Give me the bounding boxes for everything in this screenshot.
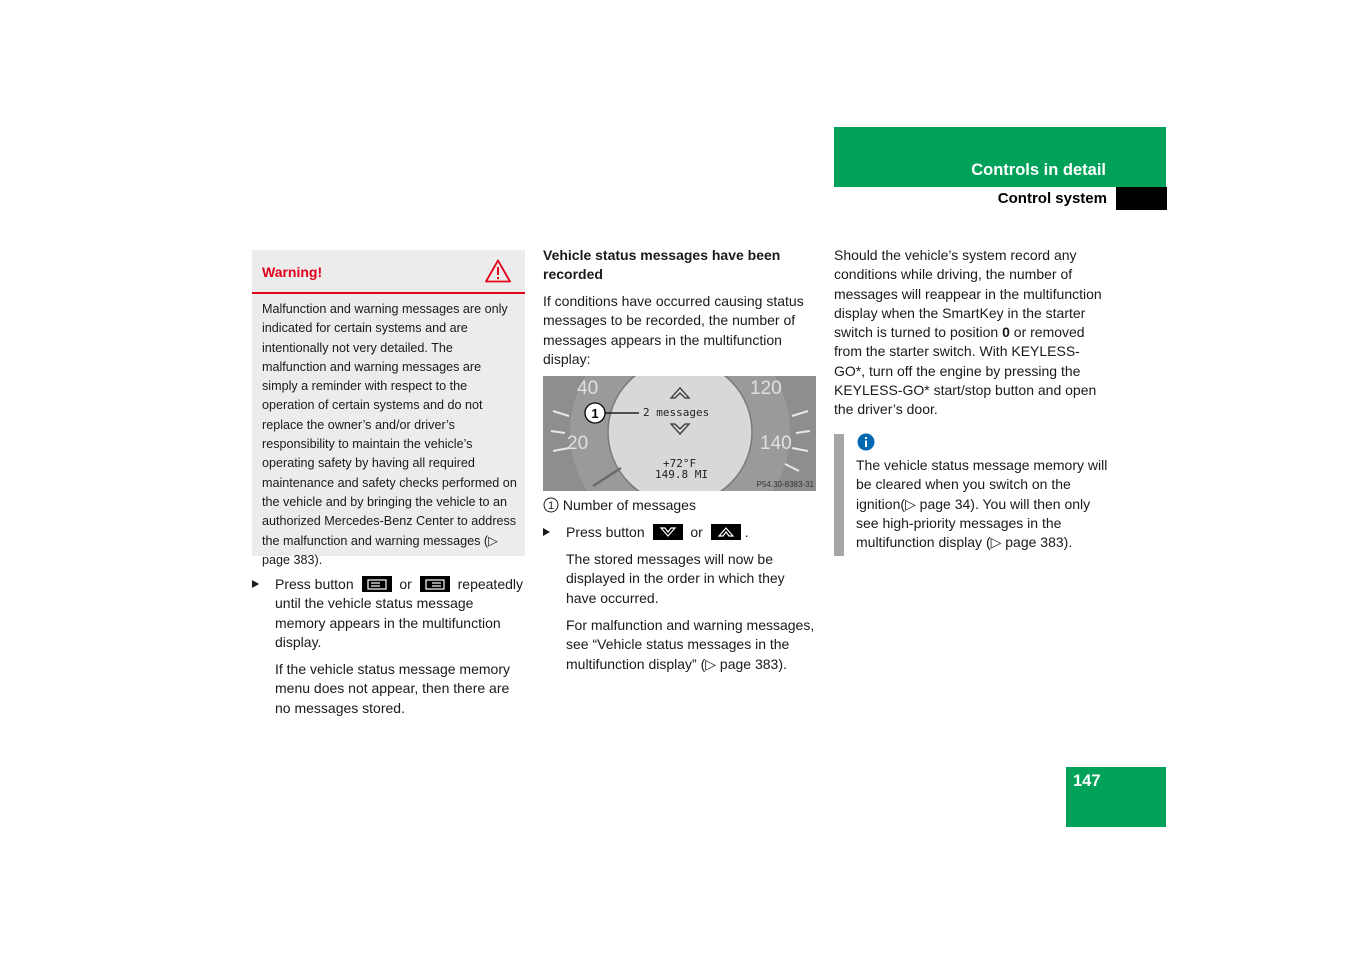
col1-note: If the vehicle status message memory menu does not appear, then there are no messages stored.	[275, 661, 510, 716]
col3-para-a: Should the vehicle’s system record any conditions while driving, the number of messages will reappear in the multifunction display when the SmartKey in the starter switch is turned to position	[834, 247, 1102, 341]
callout-number: 1	[591, 406, 599, 421]
step-end: .	[744, 524, 749, 540]
dial-20: 20	[567, 433, 589, 454]
col2-intro: If conditions have occurred causing status messages to be recorded, the number of messages appears in the multifunction display:	[543, 293, 804, 367]
bullet-arrow-icon	[543, 528, 550, 536]
col2-note1: The stored messages will now be displayed in the order in which they have occurred.	[566, 551, 785, 606]
info-bar	[834, 434, 844, 556]
menu-forward-button-icon	[420, 576, 450, 592]
warning-box	[252, 250, 525, 567]
bullet-arrow-icon	[252, 580, 259, 588]
multifunction-display-figure	[543, 376, 816, 491]
menu-back-button-icon	[362, 576, 392, 592]
figure-code: P54.30-8383-31	[756, 480, 814, 489]
col2-note2: For malfunction and warning messages, see “Vehicle status messages in the multifunction display” (▷ page 383).	[566, 617, 815, 672]
header-band	[834, 127, 1166, 187]
odometer-text: 149.8 MI	[655, 468, 708, 481]
warning-triangle-icon	[485, 259, 511, 283]
dial-120: 120	[750, 378, 782, 399]
step-text: Press button	[275, 576, 354, 592]
warning-text: Malfunction and warning messages are only indicated for certain systems and are intentionally not very detailed. The malfunction and warning messages are simply a reminder with respect to the operation of certain systems and do not replace the owner’s and/or driver’s responsibility to maintain the vehicle’s operating safety by having all required maintenance and safety checks performed on the vehicle and by bringing the vehicle to an authorized Mercedes-Benz Center to address the malfunction and warning messages (▷ page 383).	[262, 302, 517, 567]
step-text-rest: repeatedly until the vehicle status message memory appears in the multifunction display.	[275, 576, 524, 650]
up-button-icon	[711, 524, 741, 540]
subsection-title: Control system	[997, 190, 1107, 207]
col3-para-b: or removed from the starter switch. With KEYLESS-GO*, turn off the engine by pressing the KEYLESS-GO* start/stop button and open the driver’s door.	[834, 324, 1097, 418]
section-title: Controls in detail	[971, 161, 1106, 179]
legend-text: Number of messages	[562, 497, 696, 513]
warning-header	[252, 250, 525, 294]
temperature-text: +72°F	[663, 457, 697, 470]
info-text: The vehicle status message memory will be cleared when you switch on the ignition(▷ page 34). You will then only see high-priority messages in the multifunction display (▷ page 383).	[856, 457, 1108, 551]
step-text: Press button	[566, 524, 645, 540]
dial-140: 140	[760, 433, 792, 454]
header-marker	[1116, 187, 1167, 210]
dial-40: 40	[577, 378, 599, 399]
figure-legend	[543, 496, 816, 515]
step-or: or	[399, 576, 412, 592]
step-or: or	[690, 524, 703, 540]
messages-count-text: 2 messages	[643, 406, 710, 419]
step-open-message-memory	[252, 575, 525, 652]
col3-paragraph	[834, 246, 1107, 420]
col3-position-zero: 0	[1002, 324, 1010, 341]
legend-number: 1	[547, 500, 555, 512]
col2-heading: Vehicle status messages have been recorded	[543, 247, 781, 283]
warning-title: Warning!	[262, 264, 323, 280]
page-number: 147	[1073, 772, 1101, 790]
info-icon	[857, 433, 875, 451]
step-scroll-messages	[543, 523, 816, 542]
down-button-icon	[653, 524, 683, 540]
